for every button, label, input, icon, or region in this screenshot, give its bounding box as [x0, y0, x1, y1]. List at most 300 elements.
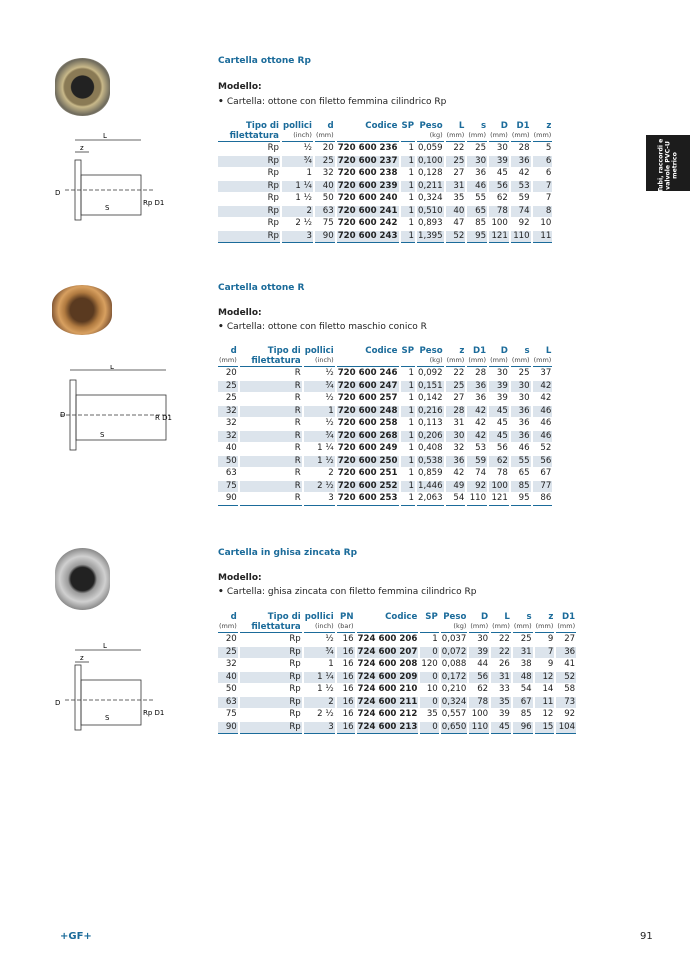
- header-label: pollici: [283, 121, 312, 131]
- table-cell: Rp: [218, 231, 280, 244]
- model-description: • Cartella: ghisa zincata con filetto femmina cilindrico Rp: [218, 587, 476, 597]
- page-number: 91: [640, 931, 653, 942]
- table-cell: 78: [469, 697, 489, 709]
- table-cell: 1: [401, 406, 416, 418]
- table-cell: 62: [496, 193, 508, 203]
- header-unit: (mm): [468, 131, 487, 139]
- product-code: 724 600 211: [357, 696, 418, 707]
- table-cell: 46: [533, 406, 553, 418]
- table-cell: 27: [453, 168, 465, 178]
- svg-text:R D1: R D1: [155, 414, 172, 422]
- column-header: [469, 612, 489, 633]
- table-cell: 110: [467, 493, 487, 506]
- table-cell: 40: [225, 443, 237, 453]
- table-cell: 40: [218, 672, 238, 684]
- chapter-tab: Tubi, raccordi e valvole PVC-U metrico: [646, 135, 690, 191]
- table-row: [218, 697, 576, 709]
- table-row: [218, 709, 576, 721]
- table-cell: 45: [496, 418, 508, 428]
- table-cell: 0: [420, 672, 438, 684]
- table-cell: 120: [421, 659, 438, 669]
- table-cell: 55: [511, 456, 531, 468]
- table-cell: 26: [498, 659, 510, 669]
- table-row: [218, 659, 576, 671]
- header-unit: (inch): [314, 356, 334, 364]
- table-cell: 1: [408, 168, 414, 178]
- table-cell: 42: [453, 468, 465, 478]
- product-code: 720 600 240: [337, 193, 398, 203]
- product-code: 724 600 207: [357, 646, 418, 657]
- table-cell: 31: [491, 672, 511, 684]
- table-cell: 92: [467, 481, 487, 493]
- table-cell: 121: [489, 231, 509, 244]
- header-label: L: [504, 612, 510, 622]
- column-header: [240, 612, 302, 633]
- table-cell: 52: [556, 672, 576, 684]
- table-cell: 39: [498, 709, 510, 719]
- header-label: s: [526, 612, 532, 622]
- table-cell: 9: [547, 659, 554, 669]
- table-cell: 0,151: [418, 380, 443, 391]
- table-cell: 1: [408, 143, 414, 153]
- header-unit: (mm): [219, 356, 237, 364]
- table-cell: Rp: [240, 647, 302, 659]
- table-cell: 36: [511, 156, 531, 168]
- table-cell: 67: [540, 468, 552, 478]
- table-cell: 85: [511, 481, 531, 493]
- section-title: Cartella in ghisa zincata Rp: [218, 548, 358, 558]
- header-unit: (mm): [511, 356, 530, 364]
- column-header: [337, 121, 399, 142]
- table-cell: 0,557: [441, 709, 467, 719]
- header-unit: (mm): [446, 356, 465, 364]
- table-cell: 1: [401, 381, 416, 393]
- table-cell: 20: [225, 368, 237, 378]
- table-cell: 54: [520, 684, 532, 694]
- header-label: z: [548, 612, 554, 622]
- table-row: [218, 406, 552, 418]
- table-cell: 45: [489, 406, 509, 418]
- product-code: 720 600 251: [337, 468, 398, 478]
- table-cell: 55: [475, 193, 487, 203]
- table-cell: 0,408: [418, 443, 443, 453]
- table-cell: 1: [408, 393, 414, 403]
- table-cell: R: [294, 393, 301, 403]
- table-cell: 35: [426, 709, 438, 719]
- table-cell: 6: [545, 168, 552, 178]
- table-cell: 22: [453, 368, 465, 378]
- table-cell: R: [240, 381, 302, 393]
- table-cell: 32: [218, 431, 238, 443]
- table-cell: Rp: [267, 168, 279, 178]
- table-cell: 46: [518, 443, 530, 453]
- table-cell: 78: [496, 468, 508, 478]
- table-cell: 31: [453, 418, 465, 428]
- table-cell: 1 ½: [295, 193, 312, 203]
- column-header: [489, 346, 509, 367]
- table-cell: 15: [535, 722, 555, 735]
- table-cell: 30: [446, 431, 466, 443]
- table-cell: ½: [325, 634, 334, 644]
- column-header: [218, 121, 280, 142]
- table-cell: 1,395: [417, 231, 444, 244]
- header-unit: (inch): [293, 131, 312, 139]
- table-cell: 100: [491, 218, 508, 228]
- product-code: 720 600 237: [337, 155, 398, 166]
- table-cell: 30: [496, 368, 508, 378]
- table-cell: Rp: [240, 722, 302, 735]
- table-cell: 35: [491, 697, 511, 709]
- table-cell: 25: [218, 647, 238, 659]
- table-cell: 44: [477, 659, 489, 669]
- table-cell: 28: [446, 406, 466, 418]
- table-cell: 52: [446, 231, 466, 244]
- table-cell: 33: [498, 684, 510, 694]
- column-header: [304, 612, 335, 633]
- table-cell: 42: [533, 381, 553, 393]
- header-unit: (mm): [511, 131, 530, 139]
- gf-logo: +GF+: [60, 931, 92, 942]
- header-label: Peso: [419, 346, 443, 356]
- table-cell: 1: [401, 456, 416, 468]
- table-cell: 46: [540, 418, 552, 428]
- table-cell: 2: [282, 206, 313, 218]
- table-cell: 42: [518, 168, 530, 178]
- header-unit: (mm): [492, 622, 510, 630]
- table-cell: 74: [475, 468, 487, 478]
- table-cell: 2 ½: [317, 709, 334, 719]
- product-table: [216, 120, 554, 244]
- header-unit: (mm): [315, 131, 334, 139]
- table-cell: 40: [446, 206, 466, 218]
- column-header: [401, 346, 416, 367]
- table-cell: 30: [511, 381, 531, 393]
- table-cell: 110: [469, 722, 489, 735]
- table-cell: R: [294, 418, 301, 428]
- table-row: [218, 368, 552, 380]
- table-row: [218, 431, 552, 443]
- column-header: [491, 612, 511, 633]
- table-cell: 32: [453, 443, 465, 453]
- table-row: [218, 381, 552, 393]
- table-cell: 32: [218, 406, 238, 418]
- table-cell: 25: [518, 368, 530, 378]
- table-cell: 104: [556, 722, 576, 735]
- table-cell: 20: [225, 634, 237, 644]
- table-cell: 25: [475, 143, 487, 153]
- table-cell: 65: [467, 206, 487, 218]
- table-row: [218, 493, 552, 506]
- table-cell: R: [240, 406, 302, 418]
- header-label: z: [459, 346, 465, 356]
- table-cell: 2: [304, 697, 335, 709]
- table-row: [218, 156, 552, 168]
- header-label: D: [500, 121, 508, 131]
- product-table: [216, 611, 578, 735]
- table-cell: 22: [498, 634, 510, 644]
- section-title: Cartella ottone R: [218, 283, 305, 293]
- table-cell: 36: [475, 393, 487, 403]
- table-cell: 45: [496, 168, 508, 178]
- table-cell: 16: [337, 722, 355, 735]
- table-cell: 25: [315, 156, 335, 168]
- table-cell: 59: [518, 193, 530, 203]
- table-cell: 5: [545, 143, 552, 153]
- table-cell: 16: [337, 647, 355, 659]
- table-cell: 1: [401, 493, 416, 506]
- header-label: D: [480, 612, 489, 622]
- table-row: [218, 168, 552, 180]
- table-row: [218, 672, 576, 684]
- table-cell: 110: [511, 231, 531, 244]
- column-header: [401, 121, 416, 142]
- column-header: [533, 346, 553, 367]
- table-cell: 36: [446, 456, 466, 468]
- table-cell: 42: [475, 418, 487, 428]
- header-unit: (inch): [314, 622, 334, 630]
- table-cell: 85: [475, 218, 487, 228]
- table-row: [218, 684, 576, 696]
- table-cell: R: [240, 456, 302, 468]
- column-header: [315, 121, 335, 142]
- table-cell: 67: [513, 697, 533, 709]
- table-cell: 74: [511, 206, 531, 218]
- svg-text:Rp D1: Rp D1: [143, 199, 165, 207]
- table-cell: 2: [328, 468, 334, 478]
- table-cell: 6: [533, 156, 553, 168]
- product-code: 720 600 253: [337, 493, 399, 506]
- table-cell: 53: [475, 443, 487, 453]
- table-cell: 56: [489, 181, 509, 193]
- table-cell: R: [294, 468, 301, 478]
- header-unit: (mm): [535, 622, 554, 630]
- table-cell: 0,859: [418, 468, 443, 478]
- header-label: Tipo di filettatura: [251, 612, 301, 632]
- table-row: [218, 468, 552, 480]
- header-unit: (mm): [219, 622, 237, 630]
- product-code: 724 600 208: [357, 659, 418, 669]
- table-cell: 63: [218, 697, 238, 709]
- table-cell: Rp: [289, 659, 301, 669]
- table-cell: 90: [218, 493, 238, 506]
- table-cell: 0: [420, 647, 438, 659]
- svg-text:D: D: [60, 411, 66, 419]
- table-cell: R: [240, 481, 302, 493]
- header-unit: (kg): [429, 356, 443, 364]
- table-cell: 1: [408, 193, 414, 203]
- table-cell: 1 ½: [304, 456, 335, 468]
- column-header: [533, 121, 553, 142]
- table-cell: 75: [218, 481, 238, 493]
- table-cell: 58: [564, 684, 576, 694]
- table-cell: 39: [489, 381, 509, 393]
- column-header: [467, 121, 487, 142]
- table-cell: 1: [306, 168, 312, 178]
- product-code: 724 600 209: [357, 671, 418, 682]
- table-cell: 2 ½: [295, 218, 312, 228]
- header-unit: (mm): [533, 131, 552, 139]
- table-cell: 1: [408, 218, 414, 228]
- table-cell: 41: [564, 659, 576, 669]
- column-header: [240, 346, 302, 367]
- product-code: 720 600 250: [337, 455, 398, 466]
- table-cell: 2,063: [417, 493, 444, 506]
- header-label: d: [230, 346, 237, 356]
- table-cell: 56: [533, 456, 553, 468]
- table-row: [218, 418, 552, 430]
- table-cell: 31: [446, 181, 466, 193]
- table-cell: 0,216: [418, 405, 443, 416]
- table-cell: 42: [467, 431, 487, 443]
- table-cell: 1,446: [418, 480, 443, 491]
- table-cell: 25: [225, 393, 237, 403]
- table-cell: 100: [489, 481, 509, 493]
- table-cell: 12: [535, 672, 555, 684]
- table-cell: 12: [542, 709, 554, 719]
- table-row: [218, 634, 576, 646]
- table-cell: 31: [513, 647, 533, 659]
- product-code: 720 600 257: [337, 393, 398, 403]
- table-cell: 96: [513, 722, 533, 735]
- column-header: [417, 346, 444, 367]
- svg-text:D: D: [55, 699, 61, 707]
- svg-text:L: L: [110, 365, 114, 371]
- table-cell: 90: [218, 722, 238, 735]
- technical-drawing-galvanized: [55, 640, 165, 740]
- table-cell: 37: [540, 368, 552, 378]
- header-unit: (mm): [490, 356, 508, 364]
- table-cell: 42: [467, 406, 487, 418]
- table-row: [218, 193, 552, 205]
- header-unit: (mm): [557, 622, 576, 630]
- table-cell: 50: [225, 684, 237, 694]
- table-cell: 32: [322, 168, 334, 178]
- table-cell: 16: [337, 697, 355, 709]
- header-label: Codice: [365, 121, 398, 131]
- svg-text:z: z: [80, 144, 84, 152]
- table-cell: 0,650: [441, 722, 468, 735]
- table-cell: 46: [467, 181, 487, 193]
- table-cell: 45: [491, 722, 511, 735]
- table-row: [218, 456, 552, 468]
- table-cell: 86: [533, 493, 553, 506]
- table-cell: 1: [401, 431, 416, 443]
- model-label: Modello:: [218, 308, 262, 318]
- table-cell: 0,324: [418, 193, 443, 203]
- header-label: Peso: [443, 612, 467, 622]
- table-cell: 1: [401, 156, 416, 168]
- table-cell: 1: [328, 659, 334, 669]
- table-cell: 0,172: [441, 671, 467, 682]
- table-cell: 25: [446, 156, 466, 168]
- table-cell: 14: [542, 684, 554, 694]
- column-header: [282, 121, 313, 142]
- table-cell: 3: [304, 722, 335, 735]
- table-cell: 0,092: [418, 368, 443, 378]
- product-code: 720 600 236: [337, 143, 398, 153]
- svg-text:L: L: [103, 642, 107, 650]
- table-cell: 45: [489, 431, 509, 443]
- table-cell: 1: [401, 481, 416, 493]
- table-cell: Rp: [240, 672, 302, 684]
- table-cell: 35: [453, 193, 465, 203]
- header-label: D1: [562, 612, 576, 622]
- table-cell: 38: [520, 659, 532, 669]
- table-cell: 54: [446, 493, 466, 506]
- model-label: Modello:: [218, 573, 262, 583]
- table-cell: 0,088: [441, 659, 467, 669]
- table-cell: 16: [342, 684, 354, 694]
- table-cell: 47: [453, 218, 465, 228]
- table-cell: 1 ¼: [304, 672, 335, 684]
- table-cell: R: [240, 431, 302, 443]
- table-row: [218, 481, 552, 493]
- table-cell: 36: [475, 168, 487, 178]
- table-cell: 9: [547, 634, 554, 644]
- svg-text:z: z: [80, 654, 84, 662]
- table-cell: 11: [535, 697, 555, 709]
- table-cell: R: [294, 443, 301, 453]
- brass-flange-r-photo: [52, 285, 112, 335]
- table-cell: 50: [218, 456, 238, 468]
- table-cell: Rp: [289, 684, 301, 694]
- table-cell: 42: [540, 393, 552, 403]
- product-code: 720 600 247: [337, 380, 398, 391]
- table-cell: 0,142: [418, 393, 443, 403]
- table-cell: 1: [401, 206, 416, 218]
- header-unit: (bar): [337, 622, 354, 630]
- header-label: d: [230, 612, 237, 622]
- table-cell: 62: [477, 684, 489, 694]
- product-code: 720 600 252: [337, 480, 398, 491]
- technical-drawing-rp: [55, 130, 165, 230]
- table-cell: 30: [477, 634, 489, 644]
- header-label: s: [480, 121, 487, 131]
- table-cell: 36: [518, 418, 530, 428]
- table-cell: 95: [511, 493, 531, 506]
- table-cell: 0: [420, 697, 438, 709]
- table-row: [218, 647, 576, 659]
- product-code: 720 600 258: [337, 418, 398, 428]
- table-cell: 3: [282, 231, 313, 244]
- table-cell: 1 ¼: [317, 443, 334, 453]
- table-cell: 49: [446, 481, 466, 493]
- table-cell: Rp: [267, 143, 279, 153]
- table-cell: 40: [315, 181, 335, 193]
- table-cell: 0,059: [418, 143, 443, 153]
- column-header: [357, 612, 419, 633]
- header-label: z: [546, 121, 552, 131]
- table-cell: 10: [540, 218, 552, 228]
- table-row: [218, 206, 552, 218]
- header-label: PN: [340, 612, 354, 622]
- table-cell: Rp: [267, 218, 279, 228]
- header-unit: (mm): [446, 131, 465, 139]
- table-cell: 1: [408, 468, 414, 478]
- table-cell: 36: [467, 381, 487, 393]
- column-header: [337, 346, 399, 367]
- table-cell: 20: [322, 143, 334, 153]
- svg-text:S: S: [105, 714, 110, 722]
- table-cell: Rp: [289, 634, 301, 644]
- column-header: [218, 612, 238, 633]
- table-cell: 32: [225, 659, 237, 669]
- table-cell: 50: [322, 193, 334, 203]
- table-cell: 39: [469, 647, 489, 659]
- table-cell: 90: [315, 231, 335, 244]
- header-unit: (kg): [429, 131, 443, 139]
- product-code: 720 600 243: [337, 231, 399, 244]
